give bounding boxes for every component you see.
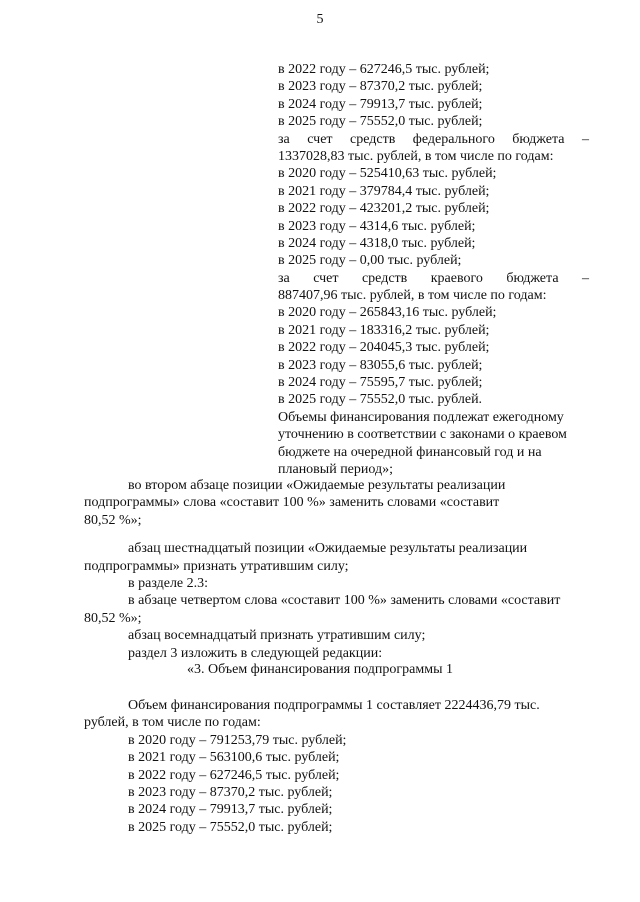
paragraph-line: в разделе 2.3: [128, 575, 209, 591]
year-line: в 2025 году – 75552,0 тыс. рублей. [278, 392, 483, 408]
paragraph-line: подпрограммы» признать утратившим силу; [84, 558, 349, 574]
paragraph-line: в абзаце четвертом слова «составит 100 %» заменить словами «составит [128, 593, 561, 609]
year-line: в 2022 году – 423201,2 тыс. рублей; [278, 201, 490, 217]
year-line: в 2021 году – 379784,4 тыс. рублей; [278, 183, 490, 199]
paragraph-line: подпрограммы» слова «составит 100 %» заменить словами «составит [84, 495, 500, 511]
note-line: бюджете на очередной финансовый год и на [278, 444, 542, 460]
amendments-block [84, 477, 592, 662]
year-line: в 2023 году – 4314,6 тыс. рублей; [278, 218, 476, 234]
regional-total: 887407,96 тыс. рублей, в том числе по годам: [278, 288, 547, 304]
year-line: в 2025 году – 0,00 тыс. рублей; [278, 253, 462, 269]
right-column-financing [278, 61, 589, 478]
paragraph-line: 80,52 %»; [84, 610, 142, 626]
year-line: в 2020 году – 265843,16 тыс. рублей; [278, 305, 497, 321]
year-line: в 2022 году – 204045,3 тыс. рублей; [278, 340, 490, 356]
year-line: в 2024 году – 75595,7 тыс. рублей; [278, 375, 483, 391]
year-line: в 2023 году – 87370,2 тыс. рублей; [128, 784, 333, 800]
note-line: Объемы финансирования подлежат ежегодному [278, 409, 564, 425]
year-line: в 2022 году – 627246,5 тыс. рублей; [128, 767, 340, 783]
federal-total: 1337028,83 тыс. рублей, в том числе по годам: [278, 148, 554, 164]
year-line: в 2025 году – 75552,0 тыс. рублей; [278, 114, 483, 130]
year-line: в 2021 году – 183316,2 тыс. рублей; [278, 322, 490, 338]
year-line: в 2023 году – 83055,6 тыс. рублей; [278, 357, 483, 373]
year-line: в 2021 году – 563100,6 тыс. рублей; [128, 750, 340, 766]
page-number: 5 [316, 12, 324, 27]
year-line: в 2023 году – 87370,2 тыс. рублей; [278, 79, 483, 95]
section-heading: «3. Объем финансирования подпрограммы 1 [186, 662, 453, 677]
note-line: уточнению в соответствии с законами о краевом [278, 427, 567, 443]
note-line: плановый период»; [278, 461, 394, 477]
regional-budget-heading: за счет средств краевого бюджета – [278, 270, 589, 286]
year-line: в 2024 году – 79913,7 тыс. рублей; [128, 802, 333, 818]
paragraph-line: раздел 3 изложить в следующей редакции: [128, 645, 383, 661]
paragraph-line: 80,52 %»; [84, 512, 142, 528]
federal-budget-heading: за счет средств федерального бюджета – [278, 131, 589, 147]
year-line: в 2022 году – 627246,5 тыс. рублей; [278, 62, 490, 77]
paragraph-line: рублей, в том числе по годам: [84, 715, 261, 731]
year-line: в 2020 году – 525410,63 тыс. рублей; [278, 166, 497, 182]
year-line: в 2024 году – 79913,7 тыс. рублей; [278, 96, 483, 112]
paragraph-line: абзац восемнадцатый признать утратившим силу; [128, 628, 426, 644]
year-line: в 2024 году – 4318,0 тыс. рублей; [278, 235, 476, 251]
year-line: в 2020 году – 791253,79 тыс. рублей; [128, 732, 347, 748]
year-line: в 2025 году – 75552,0 тыс. рублей; [128, 819, 333, 835]
paragraph-line: Объем финансирования подпрограммы 1 составляет 2224436,79 тыс. [128, 698, 540, 713]
section-3-body [84, 697, 592, 836]
paragraph-line: абзац шестнадцатый позиции «Ожидаемые результаты реализации [128, 541, 528, 557]
paragraph-line: во втором абзаце позиции «Ожидаемые результаты реализации [128, 478, 506, 493]
